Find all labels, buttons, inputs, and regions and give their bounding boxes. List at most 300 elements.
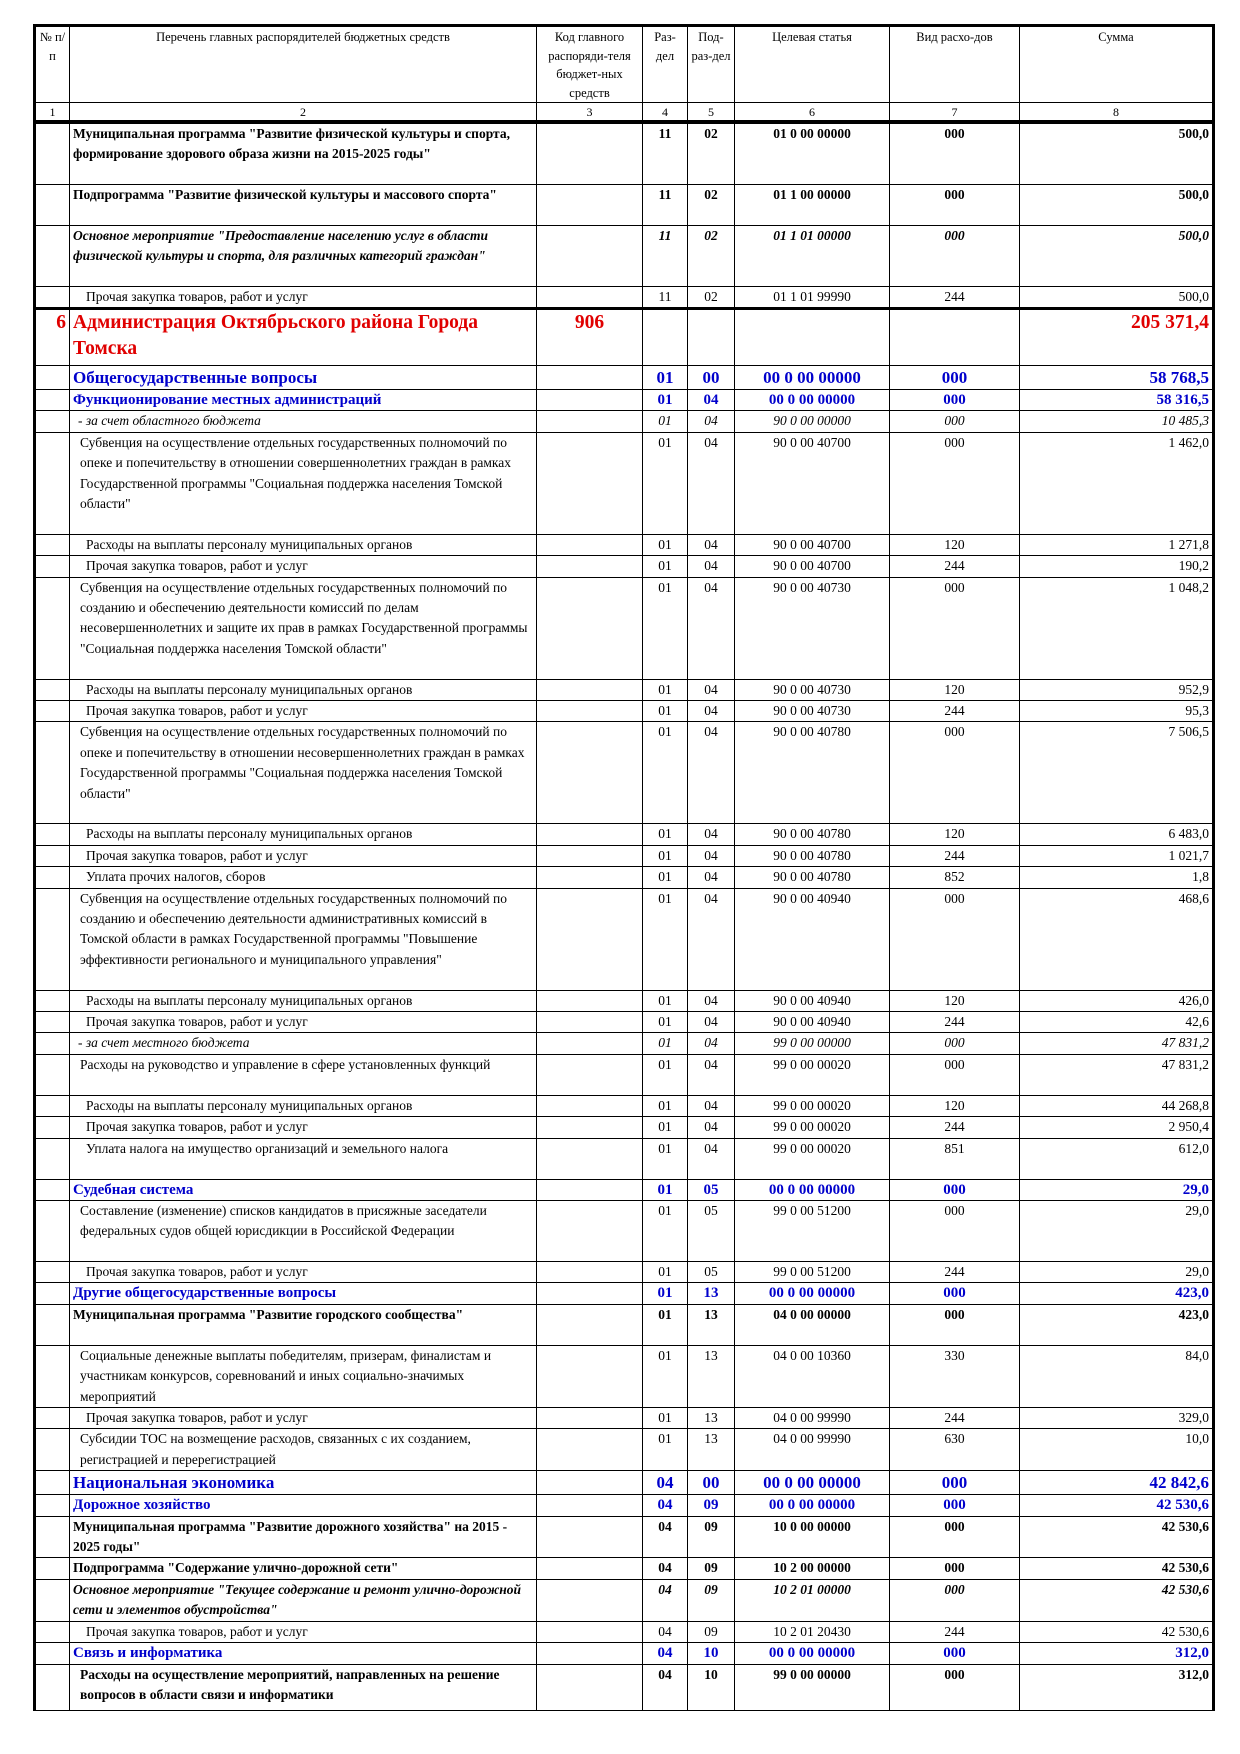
- budget-table-sheet: [33, 24, 1212, 1711]
- subsection: 13: [688, 1408, 735, 1429]
- distributor-name: Судебная система: [70, 1179, 537, 1200]
- table-row: [35, 1262, 1214, 1283]
- target-article: 90 0 00 40940: [735, 990, 890, 1011]
- row-number: [35, 1643, 70, 1664]
- row-number: [35, 1621, 70, 1642]
- row-number: [35, 722, 70, 824]
- section: 01: [643, 365, 688, 389]
- row-number: [35, 1664, 70, 1710]
- expense-type: 244: [890, 1408, 1020, 1429]
- sum-value: 42 842,6: [1020, 1471, 1214, 1495]
- expense-type: 000: [890, 1664, 1020, 1710]
- distributor-code: [537, 1621, 643, 1642]
- section: 01: [643, 1011, 688, 1032]
- section: 01: [643, 1408, 688, 1429]
- target-article: 04 0 00 00000: [735, 1304, 890, 1345]
- row-number: [35, 1345, 70, 1407]
- row-number: [35, 1516, 70, 1558]
- section: 01: [643, 534, 688, 555]
- header-sum: Сумма: [1020, 26, 1214, 103]
- section: 01: [643, 990, 688, 1011]
- sum-value: 44 268,8: [1020, 1095, 1214, 1116]
- subsection: 04: [688, 888, 735, 990]
- target-article: 00 0 00 00000: [735, 1179, 890, 1200]
- sum-value: 500,0: [1020, 184, 1214, 225]
- section: 04: [643, 1643, 688, 1664]
- row-number: [35, 1033, 70, 1054]
- distributor-code: [537, 122, 643, 184]
- row-number: [35, 1429, 70, 1471]
- sum-value: 500,0: [1020, 122, 1214, 184]
- expense-type: 000: [890, 365, 1020, 389]
- distributor-code: [537, 867, 643, 888]
- expense-type: 244: [890, 556, 1020, 577]
- distributor-code: [537, 286, 643, 308]
- target-article: 99 0 00 00000: [735, 1033, 890, 1054]
- sum-value: 423,0: [1020, 1283, 1214, 1304]
- target-article: 04 0 00 10360: [735, 1345, 890, 1407]
- distributor-name: Прочая закупка товаров, работ и услуг: [70, 1621, 537, 1642]
- row-number: [35, 1095, 70, 1116]
- target-article: 90 0 00 40700: [735, 432, 890, 534]
- expense-type: 120: [890, 1095, 1020, 1116]
- table-row: [35, 1471, 1214, 1495]
- target-article: 90 0 00 40700: [735, 534, 890, 555]
- expense-type: 244: [890, 1011, 1020, 1032]
- table-row: [35, 365, 1214, 389]
- subsection: 00: [688, 1471, 735, 1495]
- sum-value: 190,2: [1020, 556, 1214, 577]
- expense-type: 000: [890, 1471, 1020, 1495]
- distributor-code: [537, 411, 643, 432]
- target-article: 90 0 00 40730: [735, 577, 890, 679]
- row-number: [35, 577, 70, 679]
- target-article: 04 0 00 99990: [735, 1408, 890, 1429]
- distributor-name: Муниципальная программа "Развитие дорожного хозяйства" на 2015 - 2025 годы": [70, 1516, 537, 1558]
- column-number: 4: [643, 103, 688, 123]
- header-distributors: Перечень главных распорядителей бюджетных средств: [70, 26, 537, 103]
- section: 01: [643, 1054, 688, 1095]
- table-row: [35, 1621, 1214, 1642]
- row-number: [35, 1138, 70, 1179]
- row-number: [35, 845, 70, 866]
- target-article: 00 0 00 00000: [735, 1283, 890, 1304]
- column-number: 7: [890, 103, 1020, 123]
- distributor-code: [537, 845, 643, 866]
- distributor-code: [537, 1579, 643, 1621]
- row-number: [35, 1054, 70, 1095]
- distributor-code: [537, 365, 643, 389]
- target-article: 90 0 00 40780: [735, 867, 890, 888]
- subsection: 13: [688, 1345, 735, 1407]
- distributor-name: Прочая закупка товаров, работ и услуг: [70, 286, 537, 308]
- distributor-name: Муниципальная программа "Развитие городского сообщества": [70, 1304, 537, 1345]
- subsection: 02: [688, 122, 735, 184]
- expense-type: 120: [890, 990, 1020, 1011]
- section: 04: [643, 1558, 688, 1579]
- table-row: [35, 1283, 1214, 1304]
- distributor-name: Субсидии ТОС на возмещение расходов, связанных с их созданием, регистрацией и перерегистрацией: [70, 1429, 537, 1471]
- distributor-name: Расходы на руководство и управление в сфере установленных функций: [70, 1054, 537, 1095]
- table-body: [35, 122, 1214, 1710]
- expense-type: 000: [890, 577, 1020, 679]
- sum-value: 468,6: [1020, 888, 1214, 990]
- distributor-code: [537, 1011, 643, 1032]
- distributor-name: Прочая закупка товаров, работ и услуг: [70, 556, 537, 577]
- distributor-code: [537, 1304, 643, 1345]
- sum-value: 312,0: [1020, 1643, 1214, 1664]
- section: 01: [643, 1283, 688, 1304]
- table-row: [35, 1558, 1214, 1579]
- subsection: 04: [688, 700, 735, 721]
- distributor-code: [537, 679, 643, 700]
- distributor-name: Национальная экономика: [70, 1471, 537, 1495]
- section: 01: [643, 1429, 688, 1471]
- distributor-code: [537, 888, 643, 990]
- section: 01: [643, 1117, 688, 1138]
- header-number: № п/п: [35, 26, 70, 103]
- target-article: 04 0 00 99990: [735, 1429, 890, 1471]
- distributor-name: Прочая закупка товаров, работ и услуг: [70, 1262, 537, 1283]
- distributor-code: [537, 1429, 643, 1471]
- sum-value: 42 530,6: [1020, 1516, 1214, 1558]
- row-number: [35, 1262, 70, 1283]
- table-row: [35, 1408, 1214, 1429]
- row-number: [35, 824, 70, 845]
- target-article: 99 0 00 00020: [735, 1138, 890, 1179]
- distributor-name: Расходы на выплаты персоналу муниципальных органов: [70, 534, 537, 555]
- row-number: [35, 1408, 70, 1429]
- row-number: [35, 225, 70, 286]
- table-header-row: [35, 26, 1214, 103]
- row-number: [35, 1283, 70, 1304]
- expense-type: 000: [890, 888, 1020, 990]
- section: 01: [643, 1345, 688, 1407]
- subsection: 04: [688, 1138, 735, 1179]
- sum-value: 6 483,0: [1020, 824, 1214, 845]
- subsection: 04: [688, 556, 735, 577]
- sum-value: 952,9: [1020, 679, 1214, 700]
- table-row: [35, 1033, 1214, 1054]
- subsection: 02: [688, 184, 735, 225]
- section: 01: [643, 1033, 688, 1054]
- expense-type: 000: [890, 225, 1020, 286]
- target-article: 99 0 00 00020: [735, 1117, 890, 1138]
- distributor-code: [537, 432, 643, 534]
- distributor-name: Расходы на осуществление мероприятий, направленных на решение вопросов в области связи и информатики: [70, 1664, 537, 1710]
- column-number: 3: [537, 103, 643, 123]
- distributor-code: [537, 1283, 643, 1304]
- sum-value: 1 462,0: [1020, 432, 1214, 534]
- distributor-name: Прочая закупка товаров, работ и услуг: [70, 1408, 537, 1429]
- distributor-code: [537, 389, 643, 410]
- subsection: 05: [688, 1179, 735, 1200]
- row-number: [35, 990, 70, 1011]
- subsection: 13: [688, 1304, 735, 1345]
- table-row: [35, 1643, 1214, 1664]
- section: 01: [643, 1262, 688, 1283]
- subsection: 04: [688, 432, 735, 534]
- table-row: [35, 867, 1214, 888]
- row-number: [35, 556, 70, 577]
- distributor-name: Администрация Октябрьского района Города Томска: [70, 308, 537, 365]
- target-article: 00 0 00 00000: [735, 1495, 890, 1516]
- subsection: 13: [688, 1283, 735, 1304]
- distributor-code: [537, 1471, 643, 1495]
- subsection: 09: [688, 1579, 735, 1621]
- target-article: 90 0 00 40780: [735, 824, 890, 845]
- sum-value: 423,0: [1020, 1304, 1214, 1345]
- subsection: 04: [688, 1095, 735, 1116]
- table-row: [35, 1138, 1214, 1179]
- section: 01: [643, 722, 688, 824]
- subsection: 13: [688, 1429, 735, 1471]
- table-row: [35, 1516, 1214, 1558]
- header-subsection: Под-раз-дел: [688, 26, 735, 103]
- row-number: [35, 700, 70, 721]
- section: 11: [643, 286, 688, 308]
- distributor-name: - за счет местного бюджета: [70, 1033, 537, 1054]
- table-row: [35, 1095, 1214, 1116]
- section: 01: [643, 1201, 688, 1262]
- distributor-code: [537, 225, 643, 286]
- distributor-name: Расходы на выплаты персоналу муниципальных органов: [70, 824, 537, 845]
- sum-value: 500,0: [1020, 286, 1214, 308]
- sum-value: 58 768,5: [1020, 365, 1214, 389]
- column-number: 5: [688, 103, 735, 123]
- column-number: 6: [735, 103, 890, 123]
- sum-value: 426,0: [1020, 990, 1214, 1011]
- subsection: 04: [688, 867, 735, 888]
- sum-value: 500,0: [1020, 225, 1214, 286]
- table-row: [35, 1304, 1214, 1345]
- expense-type: 000: [890, 1179, 1020, 1200]
- distributor-code: [537, 1495, 643, 1516]
- sum-value: 612,0: [1020, 1138, 1214, 1179]
- sum-value: 10 485,3: [1020, 411, 1214, 432]
- target-article: 90 0 00 40940: [735, 1011, 890, 1032]
- expense-type: 000: [890, 389, 1020, 410]
- distributor-code: [537, 1262, 643, 1283]
- section: 11: [643, 184, 688, 225]
- header-code: Код главного распоряди-теля бюджет-ных средств: [537, 26, 643, 103]
- distributor-code: [537, 1643, 643, 1664]
- row-number: [35, 432, 70, 534]
- section: 04: [643, 1495, 688, 1516]
- expense-type: 244: [890, 1117, 1020, 1138]
- section: 01: [643, 1138, 688, 1179]
- subsection: 04: [688, 411, 735, 432]
- section: 01: [643, 1304, 688, 1345]
- expense-type: 244: [890, 1621, 1020, 1642]
- distributor-name: Функционирование местных администраций: [70, 389, 537, 410]
- table-row: [35, 1054, 1214, 1095]
- expense-type: 244: [890, 845, 1020, 866]
- row-number: [35, 1558, 70, 1579]
- subsection: 04: [688, 845, 735, 866]
- subsection: 02: [688, 286, 735, 308]
- distributor-code: [537, 184, 643, 225]
- table-row: [35, 411, 1214, 432]
- expense-type: 244: [890, 1262, 1020, 1283]
- header-expense-type: Вид расхо-дов: [890, 26, 1020, 103]
- sum-value: 95,3: [1020, 700, 1214, 721]
- target-article: [735, 308, 890, 365]
- section: 01: [643, 700, 688, 721]
- table-row: [35, 1429, 1214, 1471]
- distributor-code: [537, 556, 643, 577]
- expense-type: 244: [890, 286, 1020, 308]
- subsection: 04: [688, 1117, 735, 1138]
- distributor-name: Социальные денежные выплаты победителям, призерам, финалистам и участникам конкурсов, соревнований и иных социально-значимых мероприятий: [70, 1345, 537, 1407]
- section: 01: [643, 679, 688, 700]
- sum-value: 312,0: [1020, 1664, 1214, 1710]
- table-row: [35, 122, 1214, 184]
- subsection: 04: [688, 534, 735, 555]
- distributor-code: [537, 1095, 643, 1116]
- expense-type: 000: [890, 1283, 1020, 1304]
- distributor-name: Основное мероприятие "Предоставление населению услуг в области физической культуры и спорта, для различных категорий граждан": [70, 225, 537, 286]
- distributor-name: Муниципальная программа "Развитие физической культуры и спорта, формирование здорового образа жизни на 2015-2025 годы": [70, 122, 537, 184]
- target-article: 01 0 00 00000: [735, 122, 890, 184]
- target-article: 99 0 00 00000: [735, 1664, 890, 1710]
- subsection: 04: [688, 722, 735, 824]
- distributor-name: Уплата прочих налогов, сборов: [70, 867, 537, 888]
- table-row: [35, 534, 1214, 555]
- section: 01: [643, 824, 688, 845]
- row-number: [35, 286, 70, 308]
- sum-value: 205 371,4: [1020, 308, 1214, 365]
- subsection: [688, 308, 735, 365]
- row-number: [35, 411, 70, 432]
- sum-value: 29,0: [1020, 1201, 1214, 1262]
- table-row: [35, 1664, 1214, 1710]
- distributor-code: 906: [537, 308, 643, 365]
- section: 04: [643, 1471, 688, 1495]
- target-article: 00 0 00 00000: [735, 1643, 890, 1664]
- expense-type: 120: [890, 679, 1020, 700]
- expense-type: 330: [890, 1345, 1020, 1407]
- section: 11: [643, 122, 688, 184]
- row-number: [35, 184, 70, 225]
- table-row: [35, 308, 1214, 365]
- row-number: [35, 389, 70, 410]
- row-number: [35, 867, 70, 888]
- distributor-code: [537, 990, 643, 1011]
- section: 01: [643, 1095, 688, 1116]
- target-article: 01 1 01 99990: [735, 286, 890, 308]
- distributor-name: Связь и информатика: [70, 1643, 537, 1664]
- sum-value: 2 950,4: [1020, 1117, 1214, 1138]
- table-row: [35, 1011, 1214, 1032]
- expense-type: 000: [890, 122, 1020, 184]
- subsection: 04: [688, 577, 735, 679]
- subsection: 04: [688, 824, 735, 845]
- subsection: 05: [688, 1262, 735, 1283]
- row-number: [35, 1011, 70, 1032]
- row-number: [35, 365, 70, 389]
- section: 01: [643, 1179, 688, 1200]
- sum-value: 29,0: [1020, 1179, 1214, 1200]
- column-number: 1: [35, 103, 70, 123]
- distributor-name: Субвенция на осуществление отдельных государственных полномочий по опеке и попечительству в отношении несовершеннолетних граждан в рамках Государственной программы "Социальная поддержка населения Томской области": [70, 722, 537, 824]
- table-row: [35, 990, 1214, 1011]
- distributor-name: Общегосударственные вопросы: [70, 365, 537, 389]
- column-number-row: [35, 103, 1214, 123]
- distributor-name: Прочая закупка товаров, работ и услуг: [70, 1011, 537, 1032]
- distributor-code: [537, 722, 643, 824]
- distributor-name: Уплата налога на имущество организаций и земельного налога: [70, 1138, 537, 1179]
- section: 01: [643, 432, 688, 534]
- expense-type: 000: [890, 432, 1020, 534]
- distributor-code: [537, 1516, 643, 1558]
- distributor-code: [537, 700, 643, 721]
- distributor-code: [537, 577, 643, 679]
- table-row: [35, 225, 1214, 286]
- expense-type: 000: [890, 1558, 1020, 1579]
- header-target-article: Целевая статья: [735, 26, 890, 103]
- target-article: 10 0 00 00000: [735, 1516, 890, 1558]
- row-number: 6: [35, 308, 70, 365]
- distributor-code: [537, 1054, 643, 1095]
- distributor-name: Расходы на выплаты персоналу муниципальных органов: [70, 679, 537, 700]
- distributor-code: [537, 1345, 643, 1407]
- table-row: [35, 389, 1214, 410]
- subsection: 04: [688, 389, 735, 410]
- distributor-code: [537, 824, 643, 845]
- expense-type: 120: [890, 534, 1020, 555]
- target-article: 99 0 00 51200: [735, 1201, 890, 1262]
- table-row: [35, 577, 1214, 679]
- table-row: [35, 888, 1214, 990]
- row-number: [35, 1471, 70, 1495]
- sum-value: 47 831,2: [1020, 1054, 1214, 1095]
- subsection: 10: [688, 1664, 735, 1710]
- section: 04: [643, 1664, 688, 1710]
- table-row: [35, 1579, 1214, 1621]
- expense-type: 630: [890, 1429, 1020, 1471]
- target-article: 90 0 00 40780: [735, 722, 890, 824]
- distributor-code: [537, 1179, 643, 1200]
- target-article: 90 0 00 40700: [735, 556, 890, 577]
- target-article: 90 0 00 40780: [735, 845, 890, 866]
- column-number: 2: [70, 103, 537, 123]
- distributor-code: [537, 1201, 643, 1262]
- section: 04: [643, 1516, 688, 1558]
- target-article: 90 0 00 00000: [735, 411, 890, 432]
- section: 01: [643, 411, 688, 432]
- expense-type: 244: [890, 700, 1020, 721]
- section: 04: [643, 1579, 688, 1621]
- header-section: Раз-дел: [643, 26, 688, 103]
- row-number: [35, 679, 70, 700]
- table-row: [35, 1345, 1214, 1407]
- sum-value: 1 048,2: [1020, 577, 1214, 679]
- subsection: 04: [688, 1054, 735, 1095]
- table-row: [35, 845, 1214, 866]
- expense-type: 000: [890, 1495, 1020, 1516]
- row-number: [35, 1304, 70, 1345]
- table-row: [35, 679, 1214, 700]
- distributor-name: Прочая закупка товаров, работ и услуг: [70, 845, 537, 866]
- expense-type: 000: [890, 1304, 1020, 1345]
- sum-value: 47 831,2: [1020, 1033, 1214, 1054]
- subsection: 04: [688, 1033, 735, 1054]
- sum-value: 1,8: [1020, 867, 1214, 888]
- subsection: 10: [688, 1643, 735, 1664]
- expense-type: 000: [890, 184, 1020, 225]
- sum-value: 42 530,6: [1020, 1495, 1214, 1516]
